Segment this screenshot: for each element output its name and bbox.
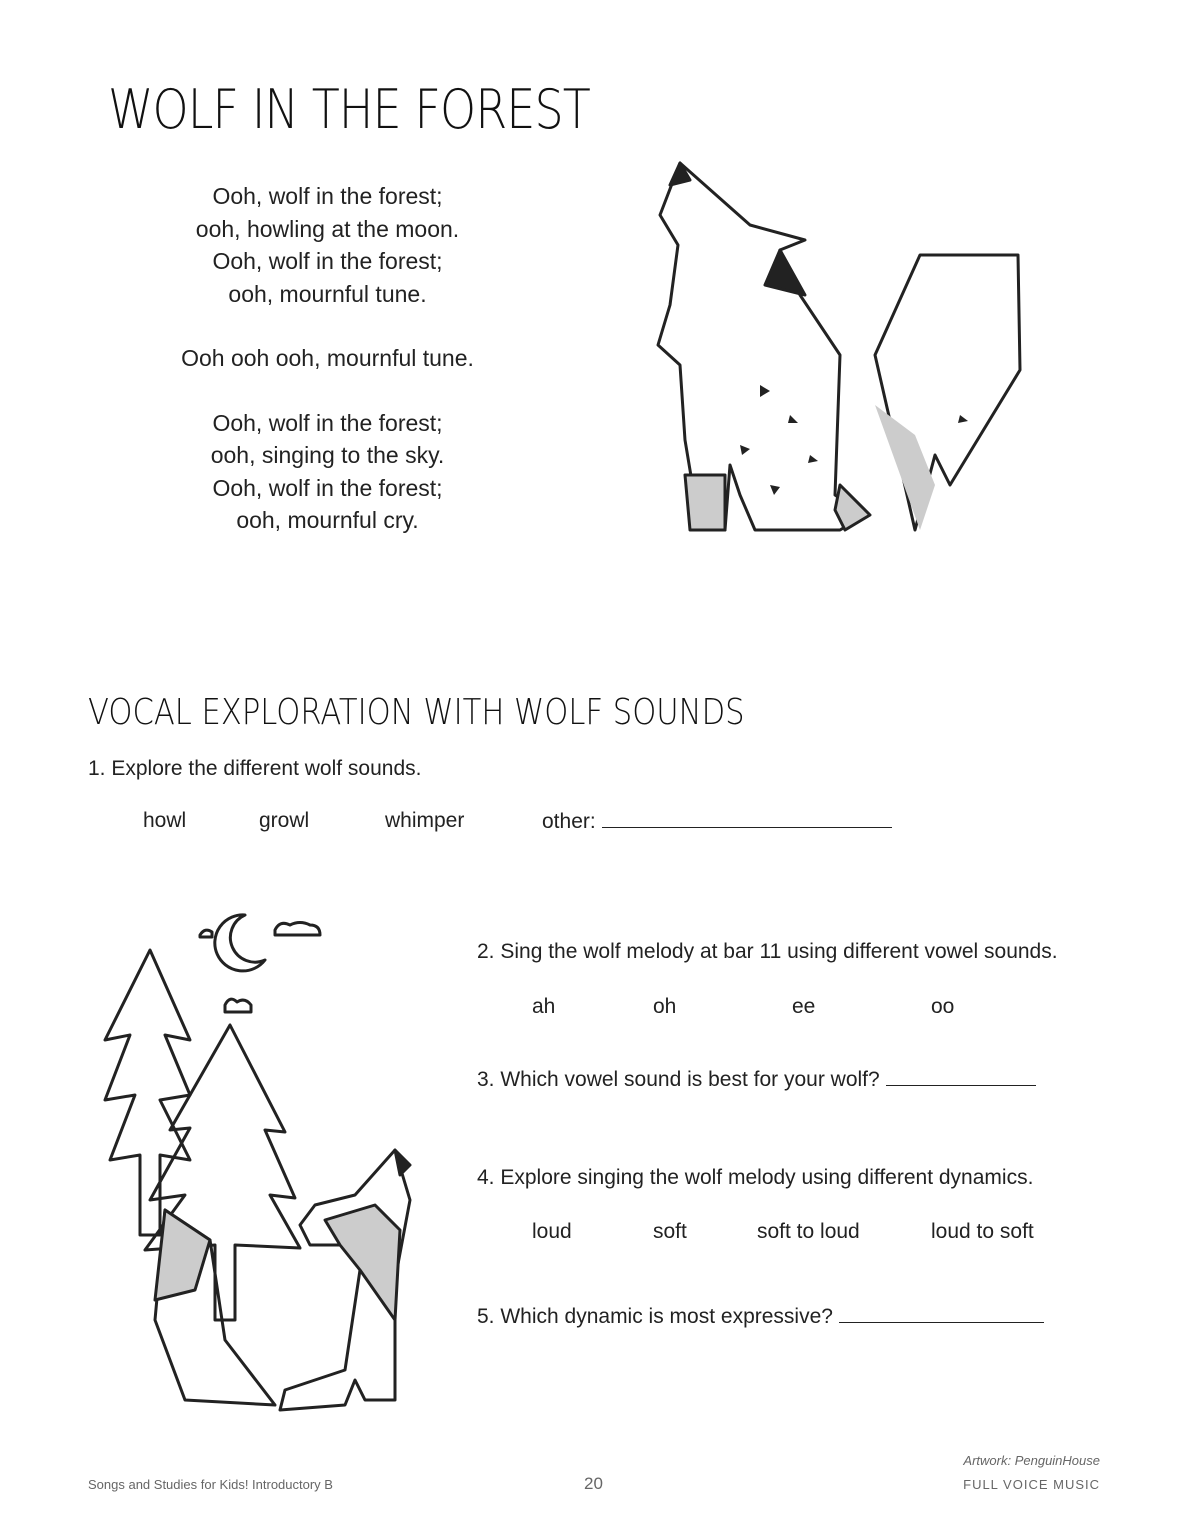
publisher-logo: FULL VOICE MUSIC xyxy=(963,1477,1100,1492)
lyric-line: Ooh, wolf in the forest; xyxy=(212,248,443,274)
artwork-credit: Artwork: PenguinHouse xyxy=(963,1453,1100,1468)
page-title: WOLF IN THE FOREST xyxy=(108,78,590,141)
lyric-line: Ooh ooh ooh, mournful tune. xyxy=(181,345,474,371)
footer-book-title: Songs and Studies for Kids! Introductory B xyxy=(88,1477,333,1492)
option-loud-to-soft: loud to soft xyxy=(931,1220,1034,1243)
other-answer-line[interactable] xyxy=(602,809,892,828)
stanza-2 xyxy=(130,342,525,375)
stanza-3 xyxy=(130,407,525,537)
lyric-line: ooh, singing to the sky. xyxy=(210,442,445,468)
vowel-answer-line[interactable] xyxy=(886,1067,1036,1086)
option-oo: oo xyxy=(931,995,955,1018)
question-5-text: 5. Which dynamic is most expressive? xyxy=(477,1305,833,1328)
question-4: 4. Explore singing the wolf melody using different dynamics. xyxy=(477,1166,1034,1189)
option-growl: growl xyxy=(259,809,310,832)
question-5 xyxy=(477,1304,1044,1329)
lyric-line: Ooh, wolf in the forest; xyxy=(212,474,443,501)
option-ee: ee xyxy=(792,995,816,1018)
option-oh: oh xyxy=(653,995,677,1018)
option-soft-to-loud: soft to loud xyxy=(757,1220,860,1243)
forest-wolf-illustration xyxy=(95,900,435,1420)
question-1: 1. Explore the different wolf sounds. xyxy=(88,757,422,780)
lyric-line: ooh, mournful tune. xyxy=(228,280,427,307)
question-3 xyxy=(477,1067,1036,1092)
dynamic-answer-line[interactable] xyxy=(839,1304,1044,1323)
option-other xyxy=(542,809,892,834)
option-ah: ah xyxy=(532,995,556,1018)
song-lyrics xyxy=(130,180,525,569)
stanza-1 xyxy=(130,180,525,310)
question-3-text: 3. Which vowel sound is best for your wolf? xyxy=(477,1068,880,1091)
question-2: 2. Sing the wolf melody at bar 11 using different vowel sounds. xyxy=(477,940,1058,963)
page-number: 20 xyxy=(584,1474,603,1493)
option-whimper: whimper xyxy=(385,809,465,832)
lyric-line: Ooh, wolf in the forest; xyxy=(212,183,443,209)
option-loud: loud xyxy=(532,1220,572,1243)
lyric-line: Ooh, wolf in the forest; xyxy=(212,409,443,436)
lyric-line: ooh, howling at the moon. xyxy=(195,215,460,242)
option-howl: howl xyxy=(143,809,187,832)
lyric-line: ooh, mournful cry. xyxy=(236,507,419,533)
section-title: VOCAL EXPLORATION WITH WOLF SOUNDS xyxy=(88,692,745,733)
option-other-label: other: xyxy=(542,810,596,833)
option-soft: soft xyxy=(653,1220,687,1243)
howling-wolf-illustration xyxy=(640,155,1040,545)
